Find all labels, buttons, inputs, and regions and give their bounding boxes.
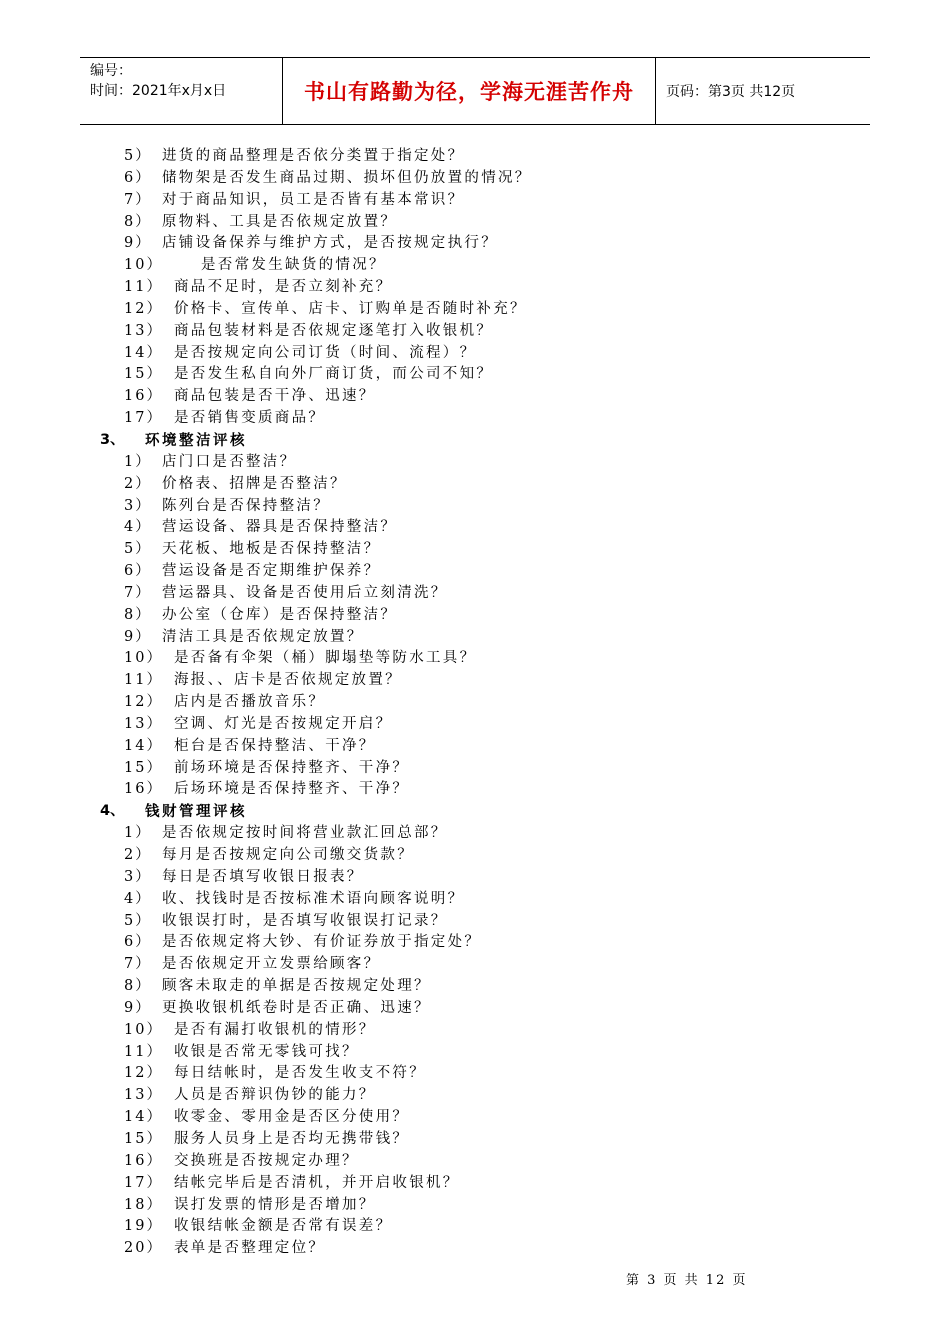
item-text: 营运器具、设备是否使用后立刻清洗？ [162,584,448,601]
item-number: 9） [124,235,152,252]
item-number: 5） [124,148,152,164]
item-text: 商品包装材料是否依规定逐笔打入收银机？ [174,322,494,339]
checklist-item [0,299,950,321]
item-number: 1） [124,825,152,842]
item-text: 清洁工具是否依规定放置？ [162,628,364,645]
item-text: 是否按规定向公司订货（时间、流程）？ [174,344,477,361]
item-text: 是否备有伞架（桶）脚塌垫等防水工具？ [174,650,477,667]
checklist-item [0,1173,950,1195]
item-number: 12） [124,300,163,317]
checklist-body [0,146,950,1260]
checklist-item [0,583,950,605]
header-motto: 书山有路勤为径，学海无涯苦作舟 [304,80,634,104]
item-number: 13） [124,322,163,339]
section-number: 3、 [100,431,125,448]
item-text: 每日结帐时，是否发生收支不符？ [174,1065,426,1082]
item-text: 海报、、店卡是否依规定放置？ [174,672,402,689]
item-number: 11） [124,672,163,689]
item-number: 11） [124,1043,163,1060]
item-text: 空调、灯光是否按规定开启？ [174,715,393,732]
item-text: 每月是否按规定向公司缴交货款？ [162,847,414,863]
item-number: 15） [124,366,163,383]
item-number: 14） [124,737,163,754]
item-number: 15） [124,1130,163,1147]
item-number: 16） [124,781,163,798]
checklist-item [0,343,950,365]
item-text: 营运设备、器具是否保持整洁？ [162,519,398,536]
item-text: 收银是否常无零钱可找？ [174,1043,359,1060]
item-text: 收、找钱时是否按标准术语向顾客说明？ [162,890,465,907]
item-text: 价格卡、宣传单、店卡、订购单是否随时补充？ [174,300,527,317]
item-number: 3） [124,497,152,514]
item-number: 16） [124,388,163,405]
item-number: 15） [124,759,163,776]
item-text: 是否依规定按时间将营业款汇回总部？ [162,825,448,842]
item-number: 4） [124,519,152,536]
checklist-item [0,1107,950,1129]
item-number: 10） [124,1021,163,1038]
item-text: 是否依规定开立发票给顾客？ [162,956,381,973]
item-text: 前场环境是否保持整齐、干净？ [174,759,410,776]
checklist-item [0,779,950,801]
item-number: 7） [124,956,152,973]
item-number: 16） [124,1152,163,1169]
item-text: 是否销售变质商品？ [174,410,326,427]
item-text: 是否有漏打收银机的情形？ [174,1021,376,1038]
item-text: 结帐完毕后是否清机，并开启收银机？ [174,1174,460,1191]
checklist-item [0,233,950,255]
item-text: 更换收银机纸卷时是否正确、迅速？ [162,999,431,1016]
checklist-item [0,889,950,911]
checklist-item [0,627,950,649]
item-number: 12） [124,694,163,711]
item-number: 9） [124,999,152,1016]
item-number: 6） [124,934,152,951]
checklist-item [0,1216,950,1238]
item-text: 收银误打时，是否填写收银误打记录？ [162,912,448,929]
checklist-item [0,474,950,496]
item-number: 2） [124,475,152,492]
checklist-item [0,561,950,583]
item-number: 13） [124,715,163,732]
item-text: 每日是否填写收银日报表？ [162,868,364,885]
checklist-item [0,976,950,998]
checklist-item [0,605,950,627]
item-number: 7） [124,584,152,601]
item-text: 办公室（仓库）是否保持整洁？ [162,606,398,623]
header-page-label: 页码：第3页 共12页 [666,84,796,100]
item-number: 6） [124,169,152,186]
item-text: 营运设备是否定期维护保养？ [162,563,381,580]
item-text: 陈列台是否保持整洁？ [162,497,330,514]
checklist-item [0,932,950,954]
item-text: 商品包装是否干净、迅速？ [174,388,376,405]
checklist-item [0,496,950,518]
item-text: 店铺设备保养与维护方式，是否按规定执行？ [162,235,498,252]
checklist-item [0,998,950,1020]
item-number: 3） [124,868,152,885]
item-number: 8） [124,606,152,623]
checklist-item [0,1063,950,1085]
checklist-item [0,758,950,780]
checklist-item [0,277,950,299]
header-page-cell [656,58,870,124]
item-number: 14） [124,344,163,361]
item-text: 价格表、招牌是否整洁？ [162,475,347,492]
checklist-item [0,1195,950,1217]
item-text: 顾客未取走的单据是否按规定处理？ [162,978,431,995]
checklist-item [0,212,950,234]
item-text: 对于商品知识，员工是否皆有基本常识？ [162,191,465,208]
item-text: 收零金、零用金是否区分使用？ [174,1109,410,1126]
item-number: 1） [124,453,152,470]
item-number: 10） [124,650,163,667]
checklist-item [0,517,950,539]
item-text: 柜台是否保持整洁、干净？ [174,737,376,754]
checklist-item [0,823,950,845]
checklist-item [0,692,950,714]
item-number: 20） [124,1240,163,1257]
checklist-item [0,321,950,343]
checklist-item [0,1151,950,1173]
item-number: 11） [124,279,163,296]
item-number: 7） [124,191,152,208]
checklist-item [0,255,950,277]
item-number: 17） [124,410,163,427]
item-number: 18） [124,1196,163,1213]
checklist-item [0,452,950,474]
checklist-item [0,1238,950,1260]
item-text: 店内是否播放音乐？ [174,694,326,711]
checklist-item [0,408,950,430]
item-number: 2） [124,847,152,863]
checklist-item [0,168,950,190]
checklist-item [0,1020,950,1042]
section-number: 4、 [100,803,125,820]
page-header [80,57,870,125]
item-number: 5） [124,912,152,929]
item-text: 表单是否整理定位？ [174,1240,326,1257]
section-title: 钱财管理评核 [145,803,247,821]
checklist-item [0,1129,950,1151]
checklist-item [0,911,950,933]
checklist-item [0,714,950,736]
header-meta [80,58,282,124]
checklist-item [0,539,950,561]
checklist-item [0,736,950,758]
checklist-item [0,648,950,670]
item-text: 收银结帐金额是否常有误差？ [174,1218,393,1235]
item-number: 5） [124,541,152,558]
checklist-item [0,845,950,867]
item-text: 人员是否辩识伪钞的能力？ [174,1087,376,1104]
page-footer: 第 3 页 共 12 页 [626,1273,748,1288]
item-number: 19） [124,1218,163,1235]
item-text: 储物架是否发生商品过期、损坏但仍放置的情况？ [162,169,532,186]
item-number: 13） [124,1087,163,1104]
item-number: 9） [124,628,152,645]
document-number-label: 编号： [90,63,132,79]
checklist-item [0,1085,950,1107]
checklist-item [0,670,950,692]
item-number: 17） [124,1174,163,1191]
item-text: 原物料、工具是否依规定放置？ [162,213,398,230]
item-number: 8） [124,978,152,995]
item-text: 商品不足时，是否立刻补充？ [174,279,393,296]
item-text: 是否常发生缺货的情况？ [201,257,386,274]
checklist-item [0,954,950,976]
section-heading [0,430,950,452]
section-title: 环境整洁评核 [145,431,247,449]
document-date-label: 时间：2021年x月x日 [90,83,227,99]
item-text: 后场环境是否保持整齐、干净？ [174,781,410,798]
checklist-item [0,386,950,408]
item-number: 8） [124,213,152,230]
item-number: 4） [124,890,152,907]
item-text: 是否依规定将大钞、有价证券放于指定处？ [162,934,482,951]
item-number: 10） [124,257,163,274]
item-text: 进货的商品整理是否依分类置于指定处？ [162,148,465,164]
item-text: 交换班是否按规定办理？ [174,1152,359,1169]
section-heading [0,801,950,823]
checklist-item [0,867,950,889]
item-number: 6） [124,563,152,580]
checklist-item [0,364,950,386]
item-text: 误打发票的情形是否增加？ [174,1196,376,1213]
header-motto-cell [282,58,656,124]
item-text: 是否发生私自向外厂商订货，而公司不知？ [174,366,494,383]
checklist-item [0,146,950,168]
checklist-item [0,1042,950,1064]
item-text: 店门口是否整洁？ [162,453,297,470]
checklist-item [0,190,950,212]
item-number: 14） [124,1109,163,1126]
item-text: 天花板、地板是否保持整洁？ [162,541,381,558]
item-text: 服务人员身上是否均无携带钱？ [174,1130,410,1147]
item-number: 12） [124,1065,163,1082]
